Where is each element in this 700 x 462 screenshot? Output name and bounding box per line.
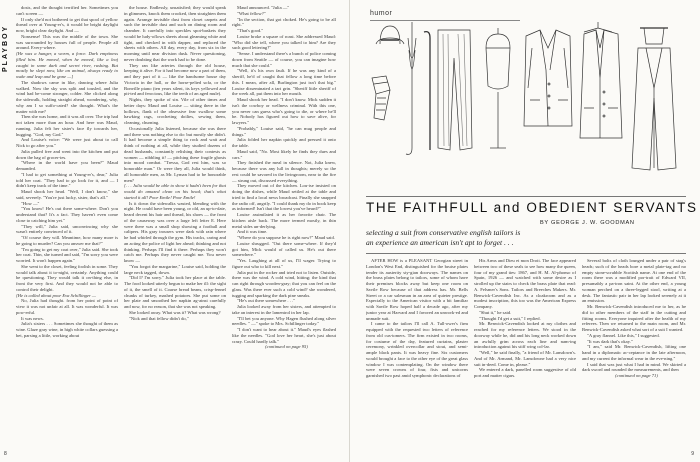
paragraph: Julia pulled free and went into the kitchen and put down the bag of grocer-ies. (16, 148, 118, 160)
paragraph: "Of course they will. Meantime, how many more is he going to murder? Can you answer me that?" (16, 235, 118, 246)
paragraph: "Nick and that fellow didn't do," (129, 315, 189, 321)
left-column-2 (124, 5, 226, 449)
tailoring-illustration (368, 18, 690, 198)
paragraph: "Probably," Louise said, "he can mug people and things." (232, 125, 336, 137)
paragraph: [He is called about poor Eva Schillinger — (16, 292, 96, 298)
paragraph: And it was time. (237, 229, 268, 235)
right-page (350, 0, 700, 462)
section-label: humor (370, 10, 393, 17)
paragraph: "He's out there somewhere . . ." (237, 298, 296, 304)
paragraph: "That's good." (237, 28, 264, 33)
paragraph: "In the section, that got choked. He's going to be all right." (232, 16, 336, 28)
paragraph: Nights, they spoke of sin. Vile of other times and better days: Maud and Louise — sitting there in the hollows, flank of the obsessive fear swallow some hawking rags, crocheting doilies, sewing them, cleaning, churning. (124, 97, 226, 125)
paragraph: Julia put in the rocker and tried not to listen. Outside, there was the wind. A cold wind, hitting; the kind that can right through wooden-gray; that you can feel on the glass. Was there ever such a cold wind? she wondered, tugging and sparking the dark pine sneaks. (232, 269, 336, 298)
paragraph: Julia folded her napkin quickly and pressed it onto the table. (232, 137, 336, 148)
paragraph: Julia looked away from her sisters, and attempted to take an interest in the lamentrol in her lap. (232, 304, 336, 315)
paragraph: Is it down the sidewalks wasted, blending with the night. He could have been young, or old, an up-to-date, heard decent his hair and thread, his shoes — the front of the causeway was over a large left letter E. Here were there was a small shop showing a football and calipers. His gray trousers were dark with rain where he had whirled through the gym. His tracks, caring and an acting the police of light her ahead; thinking and not thinking. Perhaps I'll find it there. Perhaps they won't catch me. Perhaps they never caught me. You never know — (124, 200, 226, 263)
paragraph: "Shut it," he said. (479, 309, 512, 315)
paragraph: It was news. (21, 315, 44, 321)
paragraph: We entered a dark, panelled room suggestive of old port and matter cigars. (474, 367, 576, 378)
gentleman-figure-icon (632, 28, 676, 170)
paragraph: "It was dark that's okay." (587, 338, 633, 344)
paragraph: "Where in the world have you been?" Maud demanded. (16, 160, 118, 171)
paragraph: Maud shook her head. "I don't know. Mick sudden it isn't the cowboy or wellness criminal. With this one, you never can guess who's going to die, or where he'll be. Nobody has figured out how to save alive, for lawyers." (232, 97, 336, 125)
bowler-hat-icon (376, 26, 404, 44)
paragraph: "Well," he said finally, "a friend of Mr. Lansdown's. And of Mr. Armand, Mr. Lansdowne had a very nice suit in-deed. Come in, please." (474, 350, 576, 367)
paragraph: "Thought I'd get a suit," I replied. (479, 315, 541, 321)
continued-note: (continued on page 71) (615, 373, 658, 378)
paragraph: "Well, it's his own fault. If he was any kind of a sheriff, he'd of caught that fellow a long time before this. I mean, after all, Burlington just isn't that big." Louise disseminated a tart grin. "Sheriff little sheriff of the week all, put them into her mouth. (232, 68, 336, 97)
paragraph: "Where do you suppose he is right now?" Maud said. (237, 235, 335, 240)
paragraph: dosis, and the thought terrified her. Sometimes you can't screen — (16, 5, 118, 16)
paragraph: "You know! He's out there some-where. Don't you understand that? It's a fact. They haven't even come close to catching him yet." (16, 206, 118, 223)
paragraph: I came to the tailors I'll call A. Tull-ower's firm equipped with the requested two letters of reference from old cus-tomers. The firm existed in two rooms, for costume of the day, featured curtains, plaster ceremony, wrinkled overcollar and stout, and semi-ample black pants. It was heavy fine. Six customers would brought a face to the other eye of the great glass window I was contemplating. On the window there were seven crowns of four, fists and unicorns garnished two past amid symphonic declarations of (366, 321, 468, 378)
paragraph: Louise assimilated it as her favorite chair. The kitchen aisle back. The more termed mostly, in thin metal sides un-derlying. (232, 212, 336, 229)
paragraph: the house. Endlessly, unsatisfied; they would speak in glimmers, knock them crooked, then straighten them again. Arrange invisible dust from closet carpets and such the invisible dust and such on dining room and chamber. It carefully into speckles spot-baskets they would be ludy-oflows sheets about gleaming white and tight, and checked in with dapper, and replaced the sheets with others. All day, every day, from six in the morning until near division dusk. Never questioning, never doubting that the work had to be done. (124, 5, 226, 62)
deck-line-2: an experience an american isn't apt to forget . . . (366, 238, 514, 247)
paragraph: She looked away. What was it? What was wrong? (129, 309, 221, 315)
paragraph: His Arms and Dieu et mon Droit. The face appeared between two of these seals to see how many the queen, four of my grand ties: 1867, and H. M. Al-phonso of Spain, 1926 — and watched with some desire as I strolled up the stairs to check the brass plate that read: A. Felsmer's Sons. Tailors and Breeches Makers. Mr. Benwick-Cavendish Inc. As a cloakroom and as a modest inscription, this too was the American Express Company. (474, 258, 576, 309)
left-column-1 (16, 5, 118, 449)
right-column-3 (582, 258, 686, 450)
paragraph: Then she was home, and it was all over. The trip had not taken more than an hour. And here was Maud, running. Julia felt her sister's face fly towards her, hugging. "God, my God." (16, 114, 118, 137)
deck-line-1: selecting a suit from conservative english tailors is (366, 228, 521, 237)
umbrella-icon (406, 22, 416, 154)
paragraph: "You forgot the margarine," Louise said, holding the large neck tagged, down. (124, 263, 226, 275)
paragraph: Louise broke a square of roast. She addressed Maud: "Who did she tell, where you talked to him? Are they such good lettering?" (232, 33, 336, 51)
walking-stick-icon (424, 32, 430, 150)
paragraph: "Yes. Laughing at all of us, I'll wager. Trying to figure out who to kill next." (232, 258, 336, 269)
article-headline: THE FAITHFULL and OBEDIENT SERVANTS (366, 200, 698, 215)
right-column-1 (366, 258, 468, 450)
paragraph: "A gray flannel. Like this," I suggested. (587, 332, 660, 338)
paragraph: Mr. Benwick-Cavendish introduced me to her, as he did to other members of the staff in the cutting and fitting rooms. Everyone inquired after the health of my referees. Then we returned to the main room, and Mr. Benwick-Cavendish asked what sort of a suit I wanted. (582, 304, 686, 332)
paragraph: "I don't want to hear about it." Maud's eyes flashed like the needles. "God love her heart, she's just about crazy. Could hardly talk." (232, 327, 336, 344)
magazine-masthead-vertical: PLAYBOY (2, 24, 9, 72)
paragraph: She went to the closet, feeling foolish in some. They would talk about it to-night, certainly. Anything could be questioning. They would talk it on-thing else, in front the very first. And they would not be able to control their delight. (16, 263, 118, 292)
page-number-left: 8 (4, 451, 7, 457)
paragraph: "I am," said Mr. Benwick-Cavendish, lifting one hand in a diplomatic ac-ceptance in the late afternoon, and my current the informal wear in the eve-ning." (582, 344, 686, 361)
paragraph: "They will," Julia said, unconvincing why she wasn't entirely convinced of it. (16, 223, 118, 235)
right-column-2 (474, 258, 576, 450)
coat-on-hanger-icon (580, 22, 622, 138)
tailors-dummy-icon (486, 28, 510, 148)
paragraph: "Sense. I understand there's a bunch of police coming down from Seattle — of course, you can imagine how much that she could." (232, 51, 336, 68)
paragraph: "I'll bet you anyone. Why Hagen flushed along silver needles. " —" spoke to Mrs. Schillinger today." (232, 315, 336, 327)
continued-note: (continued on page 95) (265, 344, 308, 350)
paragraph: "Did I? I'm sorry." Julia took her place at the table. The food looked utterly begun to make her ill: the sight of it, the smell of it. Coarse bread beans, crisp-fennel chunks of turkey, mashed potatoes. She put some on her plate and smoothed her napkin ag-ainst carefully and now, for no reason, that she was not speaking. (124, 275, 226, 309)
paragraph: No, Julia had thought. from her point of point of view it was not unfair at all. It was wonderful. It was pow-erful. (16, 298, 118, 315)
paragraph: "How —" (21, 200, 40, 206)
article-byline: BY GEORGE J. W. GOODMAN (540, 220, 635, 226)
article-deck (366, 228, 686, 248)
paragraph: They ran like arteries through the old house, keeping it alive. For it had become now a part of them, and they part of it — like the handsome house day Victoria in the hall, or the horse-pelted sofa, or the Bonville piano (ten years silent, its keys yellowed and pit-ted and ferocious, like the teeth of an aged mule). (124, 62, 226, 97)
paragraph: And Louise's voice: "We were just about to call Nick to go after you." (16, 137, 118, 148)
paragraph: Maud shook her head. "Well, I don't know," she said, severely. "You're just lucky, sister, that's all." (16, 189, 118, 200)
paragraph: "What fellow?" (237, 10, 266, 16)
paragraph: Mr. Benwick-Cavendish looked at my clothes and reached for my reference letters. We stood in the doorway while he, did and his long neck worked down an awfully grim across each line and nam-ing introduction against his stiff wing col-lar. (474, 321, 576, 350)
page-number-right: 9 (691, 451, 694, 457)
paragraph: The shadows came in like, dancing where Julia walked. Now the sky was split and tousled, and the wind had be-come stronger, colder. She clicked along the sidewalk, holding straight ahead, wondering, why, why am I so suffo-cated? she thought. What's the matter with me? (16, 79, 118, 114)
paragraph: Several bolts of cloth lounged under a pair of stag's heads; such of the heads bore a metal plate-tag and no empty stone-scrubble Scottish name. At one end of the room there was a modified por-trait of Edward VII, presumably a pa-tron saint. At the other end, a young woman perched on a three-legged stool, writing at a desk. The fantastic pair in her lap looked serenely at it an emission. (582, 258, 686, 304)
paragraph: AFTER HOW is a PLEASANT Georgian street in London's West End, distinguished for the bruise plates tender its austerity sty-gian doorways. The names on the brass plates belong to tailors, some of whom have their premises blocks away but keep one room on Savile Row because of that address has. Mr. Bells Street or a car salesman in an area of quieter prestige. Especially to the American visitor with a bit familiar with Savile Row hoped half a decade ago, after my junior year at Harvard and I favored an unwork-ed and unmade suit. (366, 258, 468, 321)
paragraph: [He was a hunger, a worm, a force. Dark emptiness filled him. He moved, when he moved, like a leaf caught in some dark and secret river, rushing. But mostly he slept now, like an animal, always ready to wake and leap and be gone —] (16, 51, 118, 79)
paragraph: [. . . Julia would be able to show it hadn't been for that would do amazed clean on his head; that's what started it all! Poor Emile! Poor Emile! (124, 183, 226, 200)
paragraph: Julia's sisters . . . Sometimes she thought of them as wine. Glaze gray wine, in high white collars guessing a bet, parsing a little, working about (16, 321, 118, 338)
paragraph: Maud said, "No. Most likely he finds they dues and cars." (232, 148, 336, 160)
paragraph: Louise shrugged. "Out there some-where. If they'd got him, Mick would of called us. He's out there somewhere." (232, 240, 336, 258)
paragraph: "I had to get something at Young-er's, dear," Julia told her coat. "They had to go look for it, and — I didn't keep track of the time." (16, 171, 118, 189)
paragraph: They finished the meal in silence. Not, Julia knew, because there was any lull in thoughts; merely so the rest could be savored in the livingroom, near to the fire — strung out, discussed everything. (232, 160, 336, 183)
paragraph: I said that was just what I had in mind. We skirted a dark sword and rounded the measurements, and then (582, 361, 686, 373)
left-column-3 (232, 5, 336, 449)
trousers-icon (438, 30, 472, 150)
deck-bottom-rule (366, 253, 686, 254)
headline-top-rule (366, 196, 686, 197)
paragraph: "I'm going to get my coat over," Julia said. She took her coat. Thin, she turned and said, "I'm sorry you were worried. It won't happen again." (16, 246, 118, 263)
paragraph: Nonsense! This was the middle of the town. She was surrounded by houses full of people. People all around. Every-where. (16, 33, 118, 51)
paragraph: Maud announced. "Julia —" (237, 5, 290, 10)
paragraph: Occasionally Julia listened, because she was there and there was nothing else to do: but mostly she didn't. It had become a simple thing to rock and wait and think of nothing at all, while they studied dozens of dead husbands, constantly relishing their contests as women — nibbling it! — pitching these fragile ghosts into mood combat. "Tressa, God rest him, was so honorable man." Or were they all, Julia would think, all honorable men, as Mr. Lyman had to be honorable men? (124, 125, 226, 183)
gloves-icon (372, 76, 390, 120)
paragraph: They moved out of the kitchen. Lou-ise insisted on doing the dishes, while Maud settled at the table and tried to find a local news broadcast. Finally she snapped the radio off, angrily. "I could thank my do in book keep as informed! Isn't that the lowest you've heard?" (232, 183, 336, 212)
jacket-icon (524, 30, 572, 126)
paragraph: If only she'd not bothered to get that spool of yellow thread over at Young-er's, it would be bright daylight now, bright clear daylight. And — (16, 16, 118, 33)
